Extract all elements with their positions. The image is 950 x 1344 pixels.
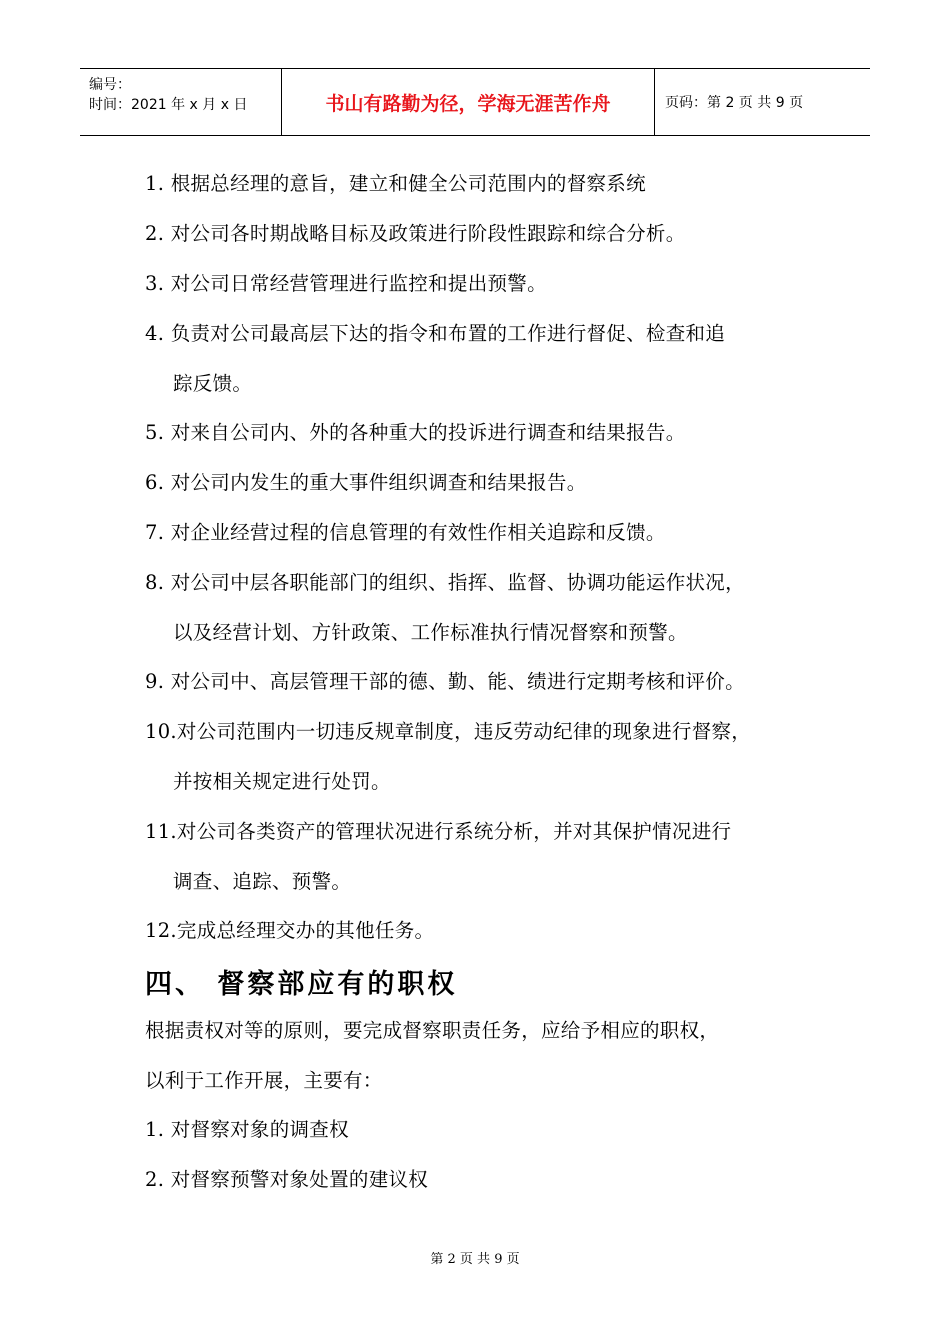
duty-item: 7. 对企业经营过程的信息管理的有效性作相关追踪和反馈。: [145, 521, 666, 544]
time-label: 时间：2021 年 x 月 x 日: [89, 97, 248, 113]
page-footer: 第 2 页 共 9 页: [430, 1252, 520, 1267]
duty-item: 1. 根据总经理的意旨，建立和健全公司范围内的督察系统: [145, 172, 646, 195]
duty-item-continuation: 并按相关规定进行处罚。: [173, 770, 391, 793]
duty-item: 10.对公司范围内一切违反规章制度，违反劳动纪律的现象进行督察，: [145, 720, 752, 743]
duty-item: 8. 对公司中层各职能部门的组织、指挥、监督、协调功能运作状况，: [145, 571, 745, 594]
header-motto: 书山有路勤为径，学海无涯苦作舟: [282, 69, 655, 135]
duty-item-continuation: 调查、追踪、预警。: [173, 870, 352, 893]
intro-line: 根据责权对等的原则，要完成督察职责任务，应给予相应的职权，: [145, 1019, 720, 1042]
duty-item: 4. 负责对公司最高层下达的指令和布置的工作进行督促、检查和追: [145, 322, 726, 345]
number-label: 编号：: [89, 77, 131, 93]
duty-item: 9. 对公司中、高层管理干部的德、勤、能、绩进行定期考核和评价。: [145, 670, 745, 693]
duty-item: 12.完成总经理交办的其他任务。: [145, 919, 435, 942]
section-heading: 四、 督察部应有的职权: [145, 969, 458, 1000]
duty-item: 6. 对公司内发生的重大事件组织调查和结果报告。: [145, 471, 587, 494]
header-page-info: 页码：第 2 页 共 9 页: [665, 95, 804, 111]
intro-line: 以利于工作开展，主要有：: [145, 1069, 383, 1092]
duty-item: 11.对公司各类资产的管理状况进行系统分析，并对其保护情况进行: [145, 820, 732, 843]
duty-item-continuation: 踪反馈。: [173, 372, 253, 395]
header-meta: [80, 69, 282, 135]
header-table: [80, 68, 870, 136]
duty-item: 3. 对公司日常经营管理进行监控和提出预警。: [145, 272, 547, 295]
duty-item: 5. 对来自公司内、外的各种重大的投诉进行调查和结果报告。: [145, 421, 686, 444]
power-item: 1. 对督察对象的调查权: [145, 1118, 349, 1141]
duty-item-continuation: 以及经营计划、方针政策、工作标准执行情况督察和预警。: [173, 621, 688, 644]
power-item: 2. 对督察预警对象处置的建议权: [145, 1168, 429, 1191]
duty-item: 2. 对公司各时期战略目标及政策进行阶段性跟踪和综合分析。: [145, 222, 686, 245]
